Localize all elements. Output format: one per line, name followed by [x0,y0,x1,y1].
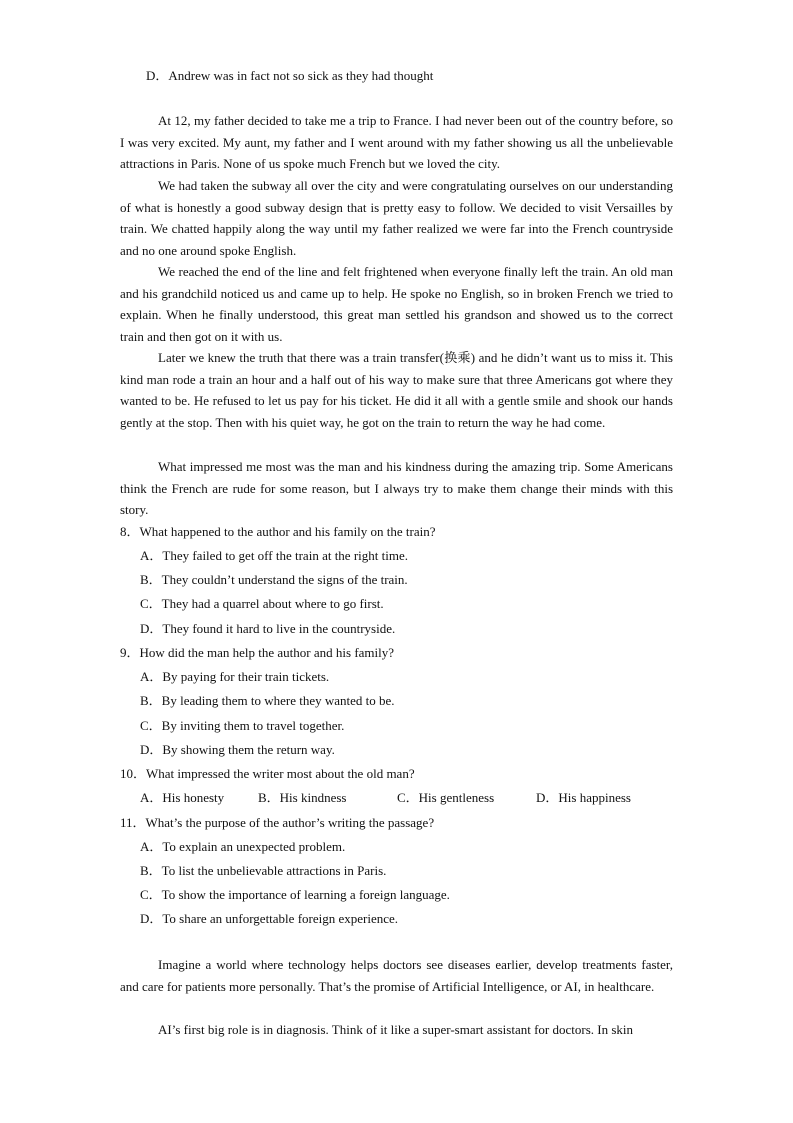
passage1-paragraph-5: What impressed me most was the man and his kindness during the amazing trip. Some Americans think the French are rude for some reason, but I always try to make them change their minds with this story. [120,459,673,518]
passage1-paragraph-1: At 12, my father decided to take me a trip to France. I had never been out of the country before, so I was very excited. My aunt, my father and I went around with my father showing us all the unbelievable attractions in Paris. None of us spoke much French but we loved the city. [120,113,673,172]
passage1-paragraph-4: Later we knew the truth that there was a train transfer(换乘) and he didn’t want us to miss it. This kind man rode a train an hour and a half out of his way to make sure that three Americans got where they wanted to be. He refused to let us pay for his ticket. He did it all with a gentle smile and shook our hands gently at the stop. Then with his quiet way, he got on the train to return the way he had come. [120,350,673,430]
question-9-option-d[interactable]: D．By showing them the return way. [140,742,335,757]
passage1-paragraph-3: We reached the end of the line and felt frightened when everyone finally left the train. An old man and his grandchild noticed us and came up to help. He spoke no English, so in broken French we tried to explain. When he finally understood, this great man settled his grandson and showed us to the correct train and then got on it with us. [120,264,673,344]
previous-question-option-d: D．Andrew was in fact not so sick as they had thought [146,68,434,83]
question-11-option-c[interactable]: C．To show the importance of learning a foreign language. [140,887,450,902]
question-9-option-b[interactable]: B．By leading them to where they wanted to be. [140,693,395,708]
question-8-option-b[interactable]: B．They couldn’t understand the signs of the train. [140,572,408,587]
passage2-paragraph-1: Imagine a world where technology helps doctors see diseases earlier, develop treatments faster, and care for patients more personally. That’s the promise of Artificial Intelligence, or AI, in healthcare. [120,957,673,994]
question-10-option-b[interactable]: B．His kindness [258,790,347,805]
question-11-option-d[interactable]: D．To share an unforgettable foreign experience. [140,911,399,926]
question-10-option-a[interactable]: A．His honesty [140,790,225,805]
question-9-stem: 9．How did the man help the author and his family? [120,645,395,660]
question-11-option-a[interactable]: A．To explain an unexpected problem. [140,839,346,854]
question-8-option-d[interactable]: D．They found it hard to live in the countryside. [140,621,396,636]
question-9-option-c[interactable]: C．By inviting them to travel together. [140,718,345,733]
passage1-paragraph-2: We had taken the subway all over the city and were congratulating ourselves on our understanding of what is honestly a good subway design that is pretty easy to follow. We decided to visit Versailles by train. We chatted happily along the way until my father realized we were far into the French countryside and no one around spoke English. [120,178,673,258]
passage2-paragraph-2: AI’s first big role is in diagnosis. Think of it like a super-smart assistant for doctors. In skin [158,1022,634,1037]
question-11-stem: 11．What’s the purpose of the author’s writing the passage? [120,815,435,830]
question-8-option-a[interactable]: A．They failed to get off the train at the right time. [140,548,408,563]
question-11-option-b[interactable]: B．To list the unbelievable attractions in Paris. [140,863,387,878]
question-10-option-c[interactable]: C．His gentleness [397,790,495,805]
question-8-option-c[interactable]: C．They had a quarrel about where to go first. [140,596,384,611]
question-8-stem: 8．What happened to the author and his family on the train? [120,524,436,539]
question-10-stem: 10．What impressed the writer most about the old man? [120,766,415,781]
question-10-option-d[interactable]: D．His happiness [536,790,631,805]
question-9-option-a[interactable]: A．By paying for their train tickets. [140,669,330,684]
